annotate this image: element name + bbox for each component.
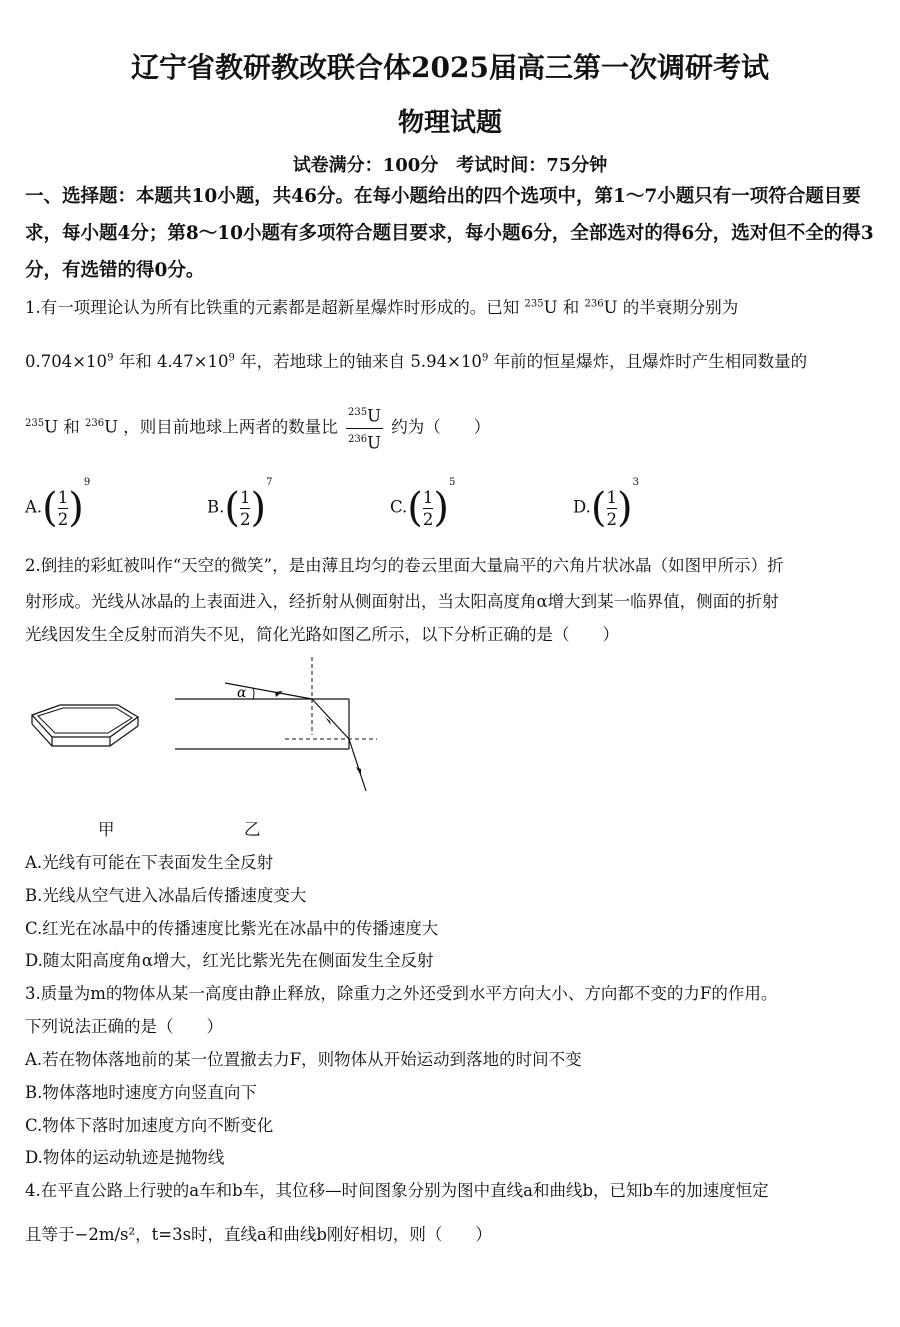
q2-line2: 射形成。光线从冰晶的上表面进入，经折射从侧面射出，当太阳高度角α增大到某一临界值，侧面的折射 [25, 592, 779, 611]
hexagonal-ice-crystal-figure [22, 700, 147, 760]
q2-option-b[interactable]: B.光线从空气进入冰晶后传播速度变大 [25, 886, 307, 905]
exam-info: 试卷满分：100分 考试时间：75分钟 [292, 155, 608, 176]
q3-line2: 下列说法正确的是（ ） [25, 1017, 223, 1036]
q1-line3: $^{235}$U 和 $^{236}$U ，则目前地球上两者的数量比 $\frac{^{235}U}{^{236}U}$ 约为（ ） [25, 402, 490, 454]
light-path-figure [165, 655, 385, 795]
figure-a-caption: 甲 [98, 820, 115, 839]
q3-option-b[interactable]: B.物体落地时速度方向竖直向下 [25, 1083, 257, 1102]
q1-line1: 1.有一项理论认为所有比铁重的元素都是超新星爆炸时形成的。已知 $^{235}$U 和 $^{236}$U 的半衰期分别为 [25, 298, 739, 317]
q3-option-d[interactable]: D.物体的运动轨迹是抛物线 [25, 1148, 225, 1167]
subject-title: 物理试题 [397, 108, 502, 138]
figure-b-caption: 乙 [244, 820, 261, 839]
q4-line1: 4.在平直公路上行驶的a车和b车，其位移—时间图象分别为图中直线a和曲线b，已知b车的加速度恒定 [25, 1181, 769, 1200]
q1-option-a[interactable]: A.( $\frac{1}{2}$ )$^9$ [25, 477, 91, 531]
q1-option-d[interactable]: D.( $\frac{1}{2}$ )$^3$ [573, 477, 639, 531]
q3-option-a[interactable]: A.若在物体落地前的某一位置撤去力F，则物体从开始运动到落地的时间不变 [25, 1050, 582, 1069]
q1-line2: $0.704\times 10^9$ 年和 $4.47\times 10^9$ 年，若地球上的铀来自 $5.94\times 10^9$ 年前的恒星爆炸，且爆炸时产生相同数量的 [25, 352, 808, 371]
q2-line3: 光线因发生全反射而消失不见，简化光路如图乙所示，以下分析正确的是（ ） [25, 625, 619, 644]
exam-title: 辽宁省教研教改联合体2025届高三第一次调研考试 [131, 51, 769, 84]
section-instructions: 一、选择题：本题共10小题，共46分。在每小题给出的四个选项中，第1～7小题只有一项符合题目要求，每小题4分；第8～10小题有多项符合题目要求，每小题6分，全部选对的得6分，选对但不全的得3分，有选错的得0分。 [25, 186, 874, 281]
q2-option-d[interactable]: D.随太阳高度角α增大，红光比紫光先在侧面发生全反射 [25, 951, 434, 970]
q2-line1: 2.倒挂的彩虹被叫作“天空的微笑”，是由薄且均匀的卷云里面大量扁平的六角片状冰晶（如图甲所示）折 [25, 556, 784, 575]
q4-line2: 且等于−2m/s²，t=3s时，直线a和曲线b刚好相切，则（ ） [25, 1225, 492, 1244]
q1-option-c[interactable]: C.( $\frac{1}{2}$ )$^5$ [390, 477, 456, 531]
alpha-label: α [237, 685, 247, 701]
q3-option-c[interactable]: C.物体下落时加速度方向不断变化 [25, 1116, 274, 1135]
q2-option-c[interactable]: C.红光在冰晶中的传播速度比紫光在冰晶中的传播速度大 [25, 919, 439, 938]
ratio-fraction: $\frac{^{235}U}{^{236}U}$ [346, 402, 383, 454]
q3-line1: 3.质量为m的物体从某一高度由静止释放，除重力之外还受到水平方向大小、方向都不变的力F的作用。 [25, 984, 778, 1003]
q2-option-a[interactable]: A.光线有可能在下表面发生全反射 [25, 853, 274, 872]
q1-option-b[interactable]: B.( $\frac{1}{2}$ )$^7$ [207, 477, 273, 531]
